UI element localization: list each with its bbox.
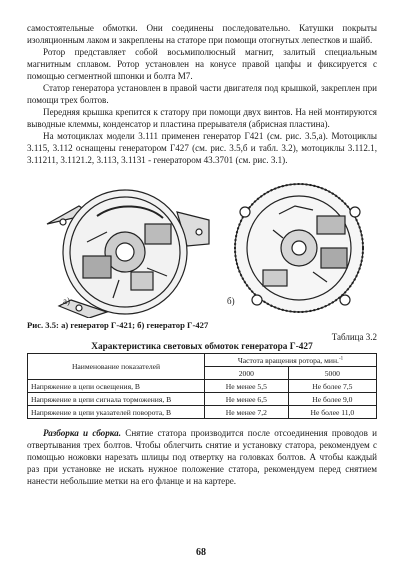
table-number: Таблица 3.2 [331, 332, 377, 342]
disassembly-paragraph [27, 427, 377, 487]
table-cell: Не более 11,0 [288, 406, 376, 419]
table-row [28, 380, 377, 393]
table-row [28, 406, 377, 419]
figure-label-b: б) [227, 296, 235, 306]
table-row [28, 393, 377, 406]
section-text: Снятие статора производится после отсоединения проводов и отвертывания трех болтов. Чтобы облегчить снятие и установку статора, рекомендуем с помощью ножовки нарезать шлицы под отвертку на головках болтов. А чтобы каждый раз при установке не искать нужное положение статора, рекомендуем перед снятием нанести небольшие метки на его фланце и на картере. [27, 428, 378, 486]
paragraph-1: самостоятельные обмотки. Они соединены последовательно. Катушки покрыты изоляционным лаком и закреплены на статоре при помощи отогнутых лепестков и шайб. [27, 23, 377, 45]
paragraph-2: Ротор представляет собой восьмиполюсный магнит, залитый специальным магнитным сплавом. Ротор установлен на конусе правой цапфы и фиксируется с помощью сегментной шпонки и болта М7. [27, 47, 377, 81]
table-title: Характеристика световых обмоток генератора Г-427 [91, 342, 313, 352]
table-cell: Напряжение в цепи сигнала торможения, В [28, 393, 205, 406]
table-cell: Не более 9,0 [288, 393, 376, 406]
generator-figure [27, 172, 377, 318]
figure-caption: Рис. 3.5: а) генератор Г-421; б) генератор Г-427 [27, 320, 209, 330]
paragraph-5: На мотоциклах модели 3.111 применен генератор Г421 (см. рис. 3.5,а). Мотоциклы 3.115, 3.112 оснащены генератором Г427 (см. рис. 3.5,б и табл. 3.2), мотоциклы 3.112.1, 3.11211, 3.1121.2, 3.113, 3.1131 - генератором 43.3701 (см. рис. 3.1). [27, 131, 377, 165]
generator-g421-drawing [27, 172, 217, 318]
paragraph-3: Статор генератора установлен в правой части двигателя под крышкой, закреплен при помощи трех болтов. [27, 83, 377, 105]
header-param: Наименование показателей [28, 354, 205, 380]
table-cell: Напряжение в цепи указателей поворота, В [28, 406, 205, 419]
table-cell: Напряжение в цепи освещения, В [28, 380, 205, 393]
characteristics-table [27, 353, 377, 419]
table-cell: Не менее 6,5 [205, 393, 289, 406]
page-content [27, 22, 377, 487]
header-2000: 2000 [205, 367, 289, 380]
paragraph-4: Передняя крышка крепится к статору при помощи двух винтов. На ней монтируются выводные клеммы, конденсатор и пластина прерывателя (абрисная пластина). [27, 107, 377, 129]
header-5000: 5000 [288, 367, 376, 380]
generator-g427-drawing [217, 172, 377, 318]
table-header-row [28, 354, 377, 367]
page-number: 68 [196, 547, 206, 558]
section-heading: Разборка и сборка. [43, 428, 121, 438]
table-cell: Не менее 5,5 [205, 380, 289, 393]
table-cell: Не менее 7,2 [205, 406, 289, 419]
header-freq: Частота вращения ротора, мин.$^{-1}$ [205, 354, 377, 367]
figure-label-a: а) [63, 296, 70, 306]
table-cell: Не более 7,5 [288, 380, 376, 393]
